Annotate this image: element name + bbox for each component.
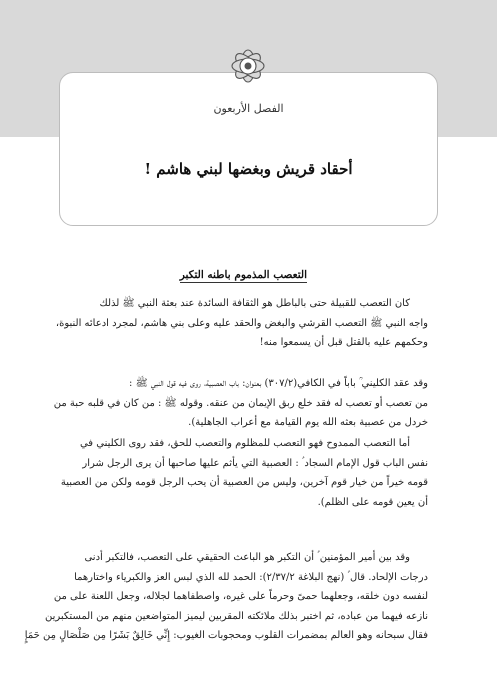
paragraph-line: نفس الباب قول الإمام السجاد ؑ : العصبية التي يأثم عليها صاحبها أن يرى الرجل شرار xyxy=(82,457,428,469)
paragraph-line: وحكمهم عليه بالقتل قبل أن يسمعوا منه! xyxy=(259,337,428,348)
paragraph-1 xyxy=(55,294,428,353)
paragraph-line: فقال سبحانه وهو العالم بمضمرات القلوب ومحجوبات الغيوب: إِنِّي خَالِقٌ بَشَرًا مِن صَلْصَالٍ مِن حَمَإٍ xyxy=(24,630,428,641)
paragraph-line: من تعصب أو تعصب له فقد خلع ربق الإيمان من عنقه. وقوله ﷺ : من كان في قلبه حبة من xyxy=(53,397,428,409)
flower-ornament-icon xyxy=(208,36,288,100)
paragraph-line: درجات الإلحاد. قال ؑ (نهج البلاغة ٢/٣٧/٢): الحمد لله الذي لبس العز والكبرياء واختارهما xyxy=(74,571,428,583)
paragraph-line: واجه النبي ﷺ التعصب القرشي والبغض والحقد عليه وعلى بني هاشم، لمجرد ادعائه النبوة، xyxy=(55,317,428,329)
paragraph-line: وقد بين أمير المؤمنين ؑ أن التكبر هو الباعث الحقيقي على التعصب، فالتكبر أدنى xyxy=(84,552,410,563)
paragraph-4 xyxy=(24,548,428,646)
chapter-title: أحقاد قريش وبغضها لبني هاشم ! xyxy=(144,160,353,178)
section-heading: التعصب المذموم باطنه التكبر xyxy=(179,269,307,281)
paragraph-line: كان التعصب للقبيلة حتى بالباطل هو الثقافة السائدة عند بعثة النبي ﷺ لذلك xyxy=(99,298,410,309)
paragraph-line: أن يعين قومه على الظلم). xyxy=(317,496,428,508)
paragraph-line: نازعه فيهما من عباده، ثم اختبر بذلك ملائكته المقربين ليميز المتواضعين منهم من المستكبرين xyxy=(44,610,428,622)
paragraph-2 xyxy=(53,374,428,433)
paragraph-line: لنفسه دون خلقه، وجعلهما حمىً وحرماً على غيره، واصطفاهما لجلاله، وجعل اللعنة على من xyxy=(53,591,428,602)
paragraph-line: خردل من عصبية بعثه الله يوم القيامة مع أعراب الجاهلية). xyxy=(188,417,428,428)
paragraph-3 xyxy=(60,434,428,512)
paragraph-line: وقد عقد الكليني ؒ باباً في الكافي(٣٠٧/٢) بعنوان: باب العصبية، روى فيه قول النبي ﷺ : xyxy=(129,378,428,389)
chapter-label: الفصل الأربعون xyxy=(213,102,284,115)
paragraph-line: أما التعصب الممدوح فهو التعصب للمظلوم والتعصب للحق، فقد روى الكليني في xyxy=(79,438,410,449)
paragraph-line: قومه خيراً من خيار قوم آخرين، وليس من العصبية أن يحب الرجل قومه ولكن من العصبية xyxy=(60,477,428,488)
